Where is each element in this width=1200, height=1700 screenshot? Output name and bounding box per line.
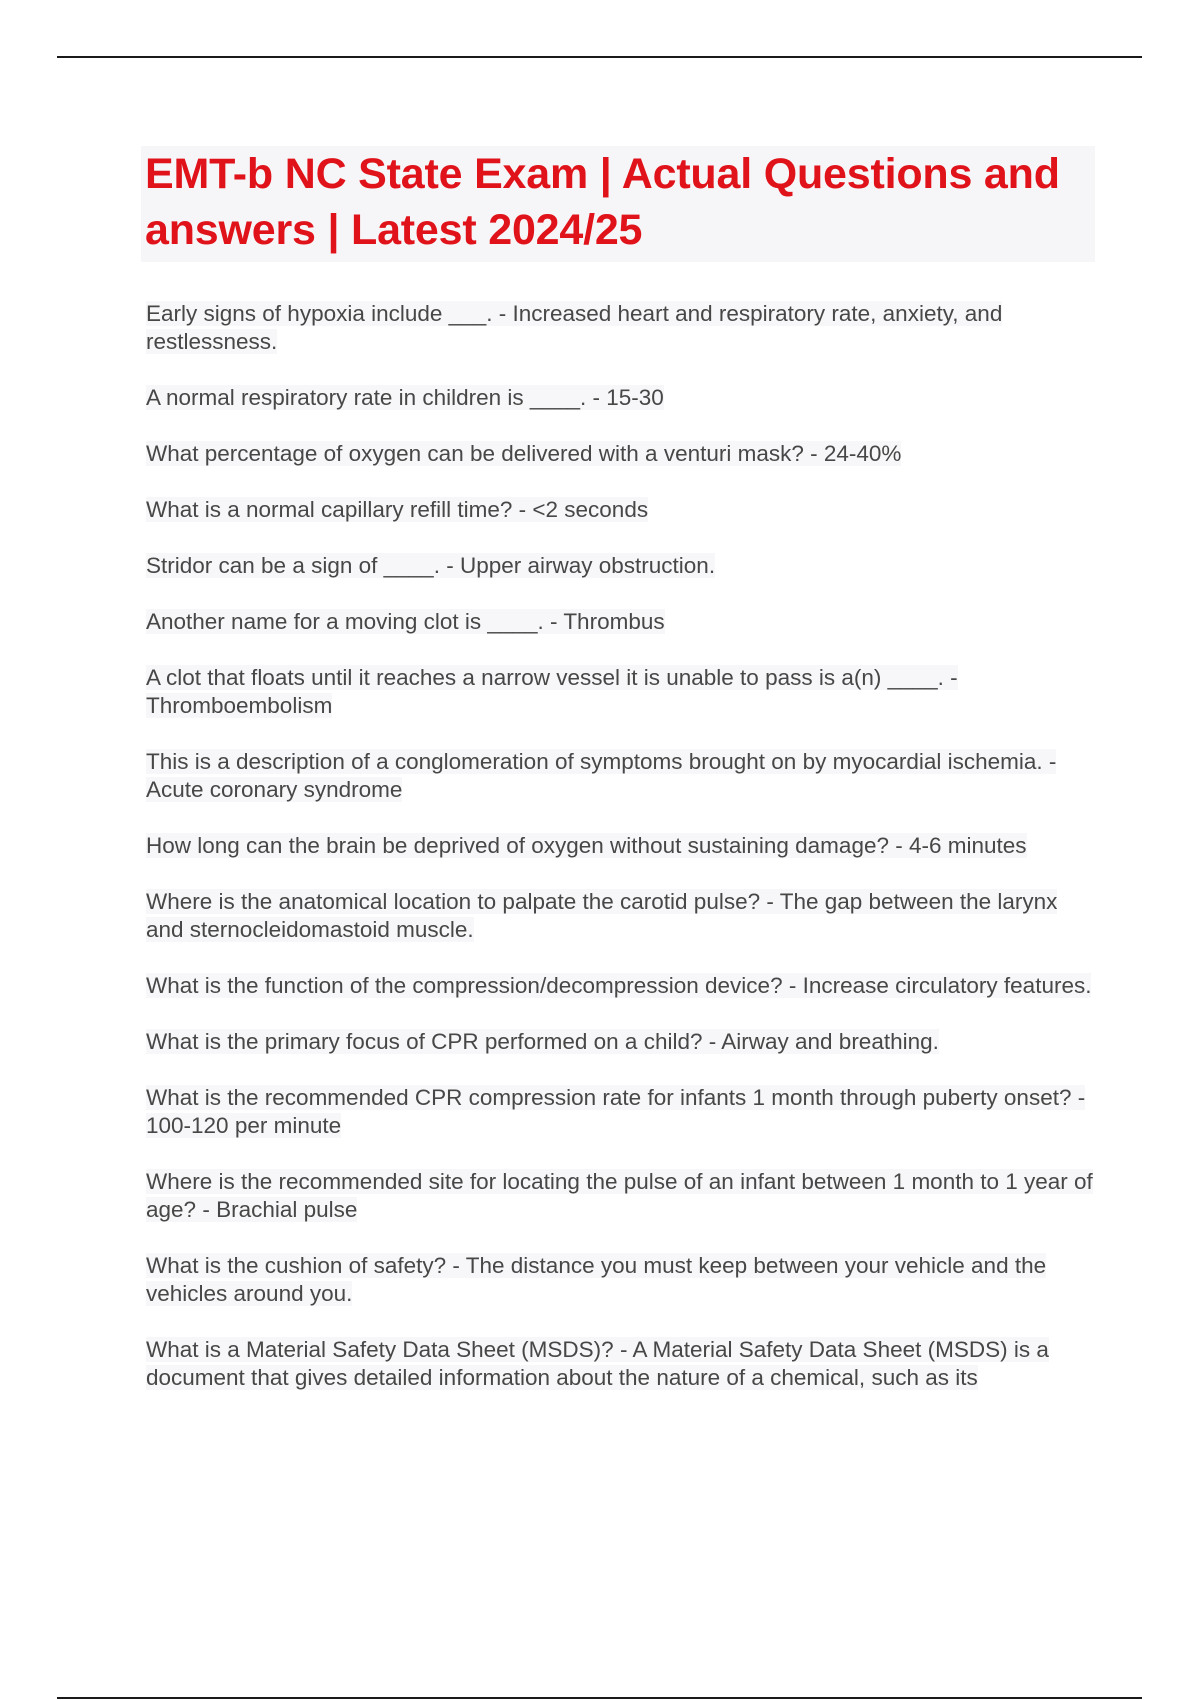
qa-item bbox=[146, 1028, 1096, 1056]
qa-separator: - bbox=[512, 497, 533, 522]
qa-item bbox=[146, 496, 1096, 524]
answer: 100-120 per minute bbox=[146, 1113, 342, 1138]
question: What percentage of oxygen can be delivered with a venturi mask? bbox=[146, 441, 804, 466]
answer: Thromboembolism bbox=[146, 693, 333, 718]
qa-item bbox=[146, 1336, 1096, 1392]
answer: The gap between the larynx and sternocleidomastoid muscle. bbox=[146, 889, 1058, 942]
qa-item bbox=[146, 440, 1096, 468]
question: Where is the anatomical location to palpate the carotid pulse? bbox=[146, 889, 761, 914]
page-title: EMT-b NC State Exam | Actual Questions and answers | Latest 2024/25 bbox=[145, 150, 1060, 254]
answer: Brachial pulse bbox=[216, 1197, 358, 1222]
question: Stridor can be a sign of ____. bbox=[146, 553, 440, 578]
question: What is a normal capillary refill time? bbox=[146, 497, 513, 522]
question: Another name for a moving clot is ____. bbox=[146, 609, 544, 634]
top-rule bbox=[57, 56, 1142, 58]
qa-list bbox=[146, 300, 1096, 1420]
qa-separator: - bbox=[782, 973, 803, 998]
qa-separator: - bbox=[446, 1253, 466, 1278]
qa-separator: - bbox=[943, 665, 958, 690]
answer: 4-6 minutes bbox=[908, 833, 1027, 858]
answer: The distance you must keep between your vehicle and the vehicles around you. bbox=[146, 1253, 1047, 1306]
answer: 15-30 bbox=[606, 385, 664, 410]
answer: Airway and breathing. bbox=[721, 1029, 939, 1054]
bottom-rule bbox=[57, 1697, 1142, 1699]
question: A normal respiratory rate in children is ____. bbox=[146, 385, 587, 410]
qa-separator: - bbox=[543, 609, 564, 634]
qa-separator: - bbox=[760, 889, 780, 914]
qa-separator: - bbox=[1042, 749, 1057, 774]
answer: Upper airway obstruction. bbox=[459, 553, 716, 578]
question: Where is the recommended site for locating the pulse of an infant between 1 month to 1 year of age? bbox=[146, 1169, 1093, 1222]
question: What is a Material Safety Data Sheet (MSDS)? bbox=[146, 1337, 614, 1362]
question: What is the cushion of safety? bbox=[146, 1253, 447, 1278]
question: What is the primary focus of CPR performed on a child? bbox=[146, 1029, 703, 1054]
qa-separator: - bbox=[613, 1337, 633, 1362]
qa-separator: - bbox=[803, 441, 824, 466]
answer: A Material Safety Data Sheet (MSDS) is a document that gives detailed information about the nature of a chemical, such as its bbox=[146, 1337, 1049, 1390]
qa-item bbox=[146, 1168, 1096, 1224]
qa-item bbox=[146, 608, 1096, 636]
question: Early signs of hypoxia include ___. bbox=[146, 301, 493, 326]
answer: Acute coronary syndrome bbox=[146, 777, 403, 802]
qa-item bbox=[146, 1084, 1096, 1140]
question: What is the recommended CPR compression rate for infants 1 month through puberty onset? bbox=[146, 1085, 1072, 1110]
question: What is the function of the compression/decompression device? bbox=[146, 973, 783, 998]
qa-separator: - bbox=[196, 1197, 217, 1222]
qa-separator: - bbox=[702, 1029, 722, 1054]
qa-item bbox=[146, 664, 1096, 720]
qa-item bbox=[146, 748, 1096, 804]
qa-separator: - bbox=[439, 553, 460, 578]
qa-separator: - bbox=[1071, 1085, 1086, 1110]
title-block bbox=[141, 146, 1095, 262]
qa-item bbox=[146, 972, 1096, 1000]
answer: Thrombus bbox=[563, 609, 665, 634]
qa-item bbox=[146, 552, 1096, 580]
answer: Increased heart and respiratory rate, anxiety, and restlessness. bbox=[146, 301, 1003, 354]
qa-item bbox=[146, 300, 1096, 356]
qa-separator: - bbox=[492, 301, 513, 326]
qa-separator: - bbox=[888, 833, 909, 858]
question: A clot that floats until it reaches a narrow vessel it is unable to pass is a(n) ____. bbox=[146, 665, 944, 690]
qa-separator: - bbox=[586, 385, 607, 410]
qa-item bbox=[146, 1252, 1096, 1308]
qa-item bbox=[146, 888, 1096, 944]
question: How long can the brain be deprived of oxygen without sustaining damage? bbox=[146, 833, 889, 858]
answer: 24-40% bbox=[823, 441, 902, 466]
answer: <2 seconds bbox=[532, 497, 649, 522]
question: This is a description of a conglomeration of symptoms brought on by myocardial ischemia. bbox=[146, 749, 1043, 774]
answer: Increase circulatory features. bbox=[802, 973, 1092, 998]
qa-item bbox=[146, 384, 1096, 412]
qa-item bbox=[146, 832, 1096, 860]
